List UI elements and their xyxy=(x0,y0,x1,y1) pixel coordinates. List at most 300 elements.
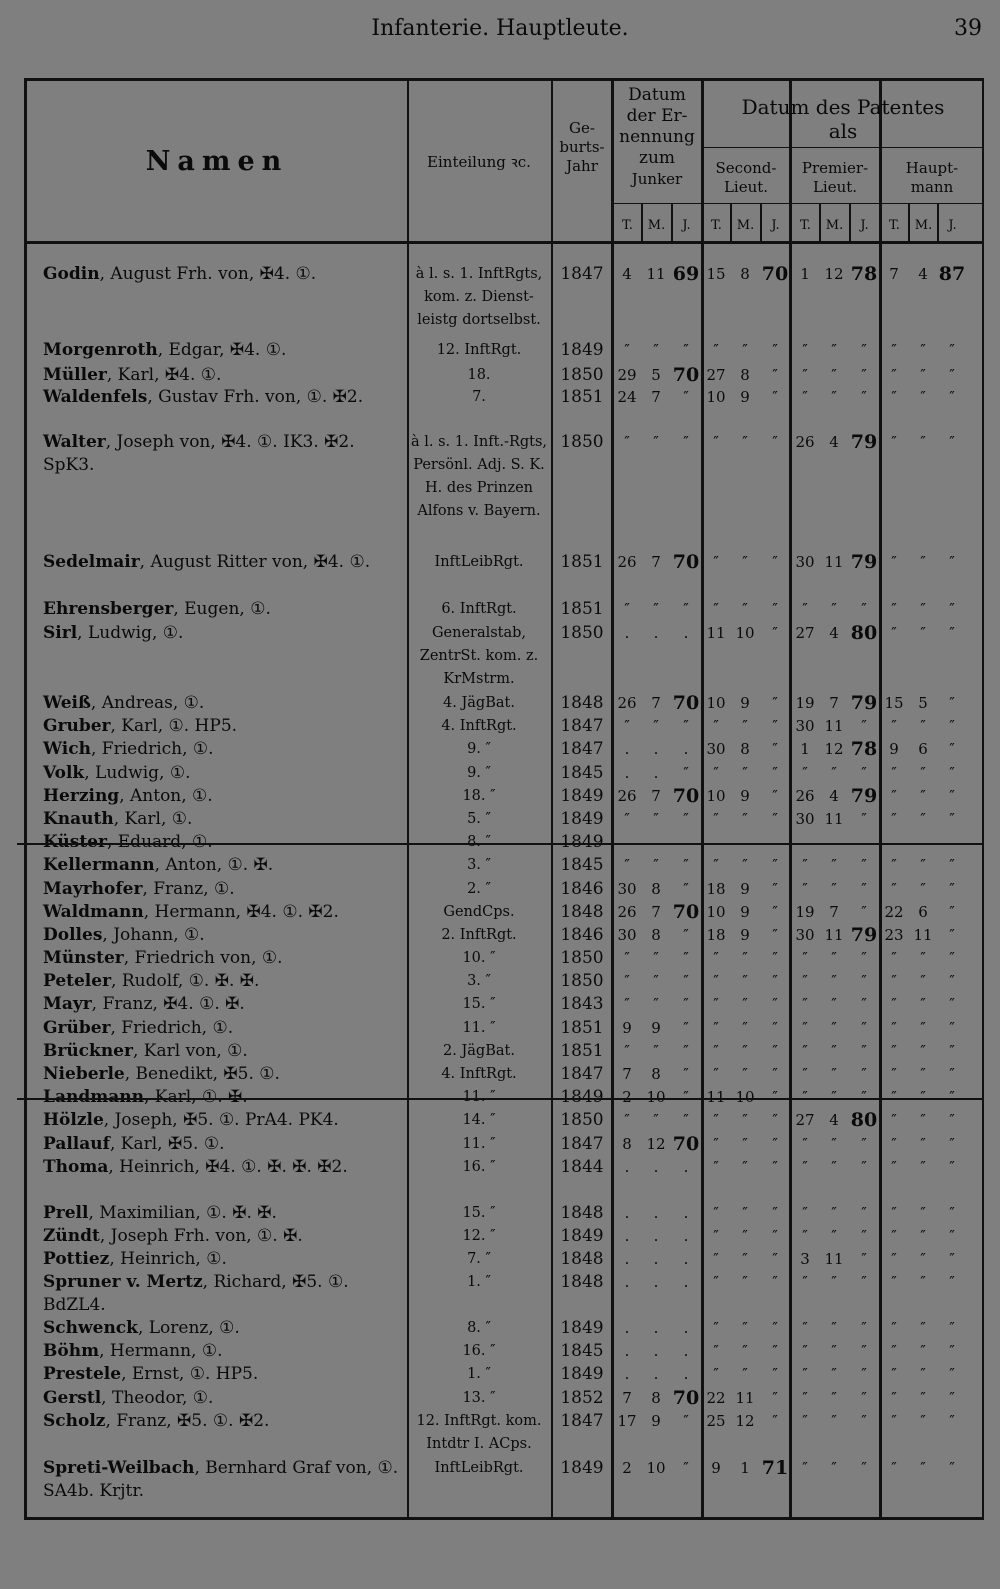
date-cell: ″ xyxy=(683,1088,689,1106)
date-cell: ″ xyxy=(861,810,867,828)
birth-year: 1845 xyxy=(560,855,604,875)
date-cell: ″ xyxy=(802,341,808,359)
date-cell: ″ xyxy=(683,972,689,990)
date-cell: ″ xyxy=(891,856,897,874)
date-cell: ″ xyxy=(624,995,630,1013)
date-cell: ″ xyxy=(949,341,955,359)
date-cell: ″ xyxy=(683,856,689,874)
date-cell: ″ xyxy=(949,1273,955,1291)
date-cell: . xyxy=(653,1273,659,1291)
birth-year: 1847 xyxy=(560,739,604,759)
date-cell: ″ xyxy=(653,810,659,828)
date-cell: ″ xyxy=(772,1065,778,1083)
date-cell: 9 xyxy=(740,880,750,898)
date-cell: ″ xyxy=(831,764,837,782)
date-cell: 30 xyxy=(795,553,815,571)
date-cell: . xyxy=(624,1342,630,1360)
assignment: 13. ″ xyxy=(462,1390,496,1406)
date-cell: 11 xyxy=(824,926,844,944)
birth-year: 1851 xyxy=(560,552,604,572)
assignment: InftLeibRgt. xyxy=(434,1460,524,1476)
assignment: 7. ″ xyxy=(467,1251,491,1267)
surname: Kellermann xyxy=(43,855,155,875)
birth-year: 1848 xyxy=(560,693,604,713)
officer-name xyxy=(43,1017,405,1040)
birth-year: 1850 xyxy=(560,432,604,452)
date-cell: ″ xyxy=(920,388,926,406)
header-text: Second- xyxy=(715,159,777,177)
date-cell: ″ xyxy=(949,1204,955,1222)
date-cell: ″ xyxy=(713,1065,719,1083)
birth-year: 1848 xyxy=(560,1203,604,1223)
date-cell: ″ xyxy=(772,1273,778,1291)
date-cell: 12 xyxy=(735,1412,755,1430)
date-cell: ″ xyxy=(861,1088,867,1106)
assignment: 8. ″ xyxy=(467,1320,491,1336)
date-cell: . xyxy=(653,764,659,782)
date-cell: . xyxy=(624,1319,630,1337)
date-cell: ″ xyxy=(891,949,897,967)
date-cell: ″ xyxy=(861,341,867,359)
date-cell: 27 xyxy=(706,366,726,384)
birth-year: 1850 xyxy=(560,1110,604,1130)
date-cell: ″ xyxy=(742,810,748,828)
surname: Wich xyxy=(43,739,91,759)
officer-name xyxy=(43,854,405,877)
date-cell: 19 xyxy=(795,903,815,921)
date-cell: ″ xyxy=(802,1342,808,1360)
given-names: , Johann, ①. xyxy=(102,925,205,945)
date-cell: ″ xyxy=(653,856,659,874)
strike-through-line xyxy=(17,1098,982,1100)
assignment: 2. ″ xyxy=(467,881,491,897)
date-cell: ″ xyxy=(891,764,897,782)
date-cell: ″ xyxy=(802,1158,808,1176)
officer-name xyxy=(43,551,405,574)
date-cell: . xyxy=(683,1204,689,1222)
date-cell: ″ xyxy=(683,995,689,1013)
date-cell: . xyxy=(683,1365,689,1383)
header-hauptmann xyxy=(881,159,983,197)
officer-name xyxy=(43,1202,405,1225)
rule-tmj xyxy=(611,203,983,204)
date-cell: ″ xyxy=(802,1389,808,1407)
officer-name xyxy=(43,762,405,785)
assignment: 7. xyxy=(472,389,486,405)
date-cell: ″ xyxy=(861,1342,867,1360)
date-cell: ″ xyxy=(949,433,955,451)
date-cell: ″ xyxy=(920,810,926,828)
date-cell: ″ xyxy=(683,949,689,967)
date-cell: ″ xyxy=(920,341,926,359)
header-einteilung: Einteilung ꝛc. xyxy=(427,153,531,171)
date-cell: ″ xyxy=(920,1365,926,1383)
date-cell: ″ xyxy=(772,1389,778,1407)
date-cell: ″ xyxy=(920,1065,926,1083)
date-cell: . xyxy=(624,1273,630,1291)
date-cell: ″ xyxy=(713,1204,719,1222)
date-cell: ″ xyxy=(891,1250,897,1268)
date-cell: ″ xyxy=(920,856,926,874)
surname: Prestele xyxy=(43,1364,122,1384)
date-cell: ″ xyxy=(683,600,689,618)
date-cell: . xyxy=(653,740,659,758)
assignment: 8. ″ xyxy=(467,834,491,850)
date-cell: ″ xyxy=(861,1158,867,1176)
date-cell: ″ xyxy=(802,972,808,990)
date-cell: . xyxy=(683,1342,689,1360)
date-cell: 2 xyxy=(622,1459,632,1477)
date-cell: ″ xyxy=(920,1459,926,1477)
date-cell: ″ xyxy=(949,1319,955,1337)
surname: Sirl xyxy=(43,623,78,643)
date-cell: 79 xyxy=(850,924,878,946)
date-cell: 5 xyxy=(651,366,661,384)
date-cell: . xyxy=(683,624,689,642)
surname: Grüber xyxy=(43,1018,111,1038)
date-cell: ″ xyxy=(772,624,778,642)
date-cell: 7 xyxy=(829,903,839,921)
date-cell: 80 xyxy=(850,1109,878,1131)
date-cell: 70 xyxy=(672,785,700,807)
date-cell: ″ xyxy=(920,366,926,384)
surname: Volk xyxy=(43,763,85,783)
date-cell: 12 xyxy=(824,740,844,758)
given-names: , Ludwig, ①. xyxy=(77,623,184,643)
header-tmj-label: M. xyxy=(647,218,666,233)
date-cell: ″ xyxy=(861,1204,867,1222)
date-cell: ″ xyxy=(920,1227,926,1245)
date-cell: ″ xyxy=(861,717,867,735)
date-cell: ″ xyxy=(742,1019,748,1037)
date-cell: ″ xyxy=(891,1065,897,1083)
date-cell: ″ xyxy=(891,1319,897,1337)
date-cell: ″ xyxy=(920,880,926,898)
officer-name xyxy=(43,808,405,831)
date-cell: ″ xyxy=(861,1250,867,1268)
header-text: mann xyxy=(910,178,954,196)
date-cell: ″ xyxy=(920,1204,926,1222)
given-names: , Ernst, ①. HP5. xyxy=(121,1364,259,1384)
birth-year: 1849 xyxy=(560,832,604,852)
header-second xyxy=(703,159,789,197)
date-cell: 80 xyxy=(850,622,878,644)
birth-year: 1849 xyxy=(560,1226,604,1246)
assignment: 12. InftRgt. xyxy=(436,342,522,358)
date-cell: . xyxy=(624,1250,630,1268)
surname: Mayrhofer xyxy=(43,879,143,899)
assignment: à l. s. 1. Inft.-Rgts, Persönl. Adj. S. K. H. des Prinzen Alfons v. Bayern. xyxy=(410,434,548,519)
header-tmj-label: J. xyxy=(682,218,691,233)
given-names: , Karl von, ①. xyxy=(132,1041,248,1061)
date-cell: 79 xyxy=(850,785,878,807)
date-cell: 9 xyxy=(651,1019,661,1037)
surname: Knauth xyxy=(43,809,114,829)
assignment: 6. InftRgt. xyxy=(441,601,517,617)
date-cell: 10 xyxy=(706,903,726,921)
given-names: , Karl, ①. xyxy=(113,809,193,829)
date-cell: ″ xyxy=(772,600,778,618)
date-cell: . xyxy=(653,1319,659,1337)
date-cell: . xyxy=(624,1227,630,1245)
officer-name xyxy=(43,364,405,387)
date-cell: ″ xyxy=(891,1088,897,1106)
assignment: 3. ″ xyxy=(467,857,491,873)
officer-name xyxy=(43,1063,405,1086)
date-cell: ″ xyxy=(861,903,867,921)
date-cell: ″ xyxy=(742,764,748,782)
date-cell: ″ xyxy=(831,1273,837,1291)
date-cell: 11 xyxy=(824,1250,844,1268)
birth-year: 1851 xyxy=(560,387,604,407)
date-cell: ″ xyxy=(920,1342,926,1360)
date-cell: 8 xyxy=(622,1135,632,1153)
date-cell: 70 xyxy=(761,263,789,285)
date-cell: ″ xyxy=(949,1389,955,1407)
surname: Landmann xyxy=(43,1087,144,1107)
date-cell: ″ xyxy=(831,1019,837,1037)
officer-name xyxy=(43,263,405,286)
birth-year: 1847 xyxy=(560,716,604,736)
date-cell: ″ xyxy=(949,388,955,406)
date-cell: . xyxy=(683,740,689,758)
date-cell: 8 xyxy=(740,740,750,758)
date-cell: ″ xyxy=(802,1319,808,1337)
date-cell: ″ xyxy=(742,949,748,967)
header-tmj-label: M. xyxy=(736,218,755,233)
date-cell: ″ xyxy=(802,1135,808,1153)
given-names: , Joseph Frh. von, ①. ✠. xyxy=(99,1226,303,1246)
date-cell: ″ xyxy=(713,1158,719,1176)
date-cell: ″ xyxy=(742,600,748,618)
date-cell: 12 xyxy=(646,1135,666,1153)
officer-name xyxy=(43,1156,405,1179)
date-cell: ″ xyxy=(920,624,926,642)
date-cell: ″ xyxy=(624,341,630,359)
officer-name xyxy=(43,1271,405,1317)
date-cell: ″ xyxy=(861,1135,867,1153)
date-cell: ″ xyxy=(949,1250,955,1268)
birth-year: 1849 xyxy=(560,1087,604,1107)
date-cell: ″ xyxy=(742,433,748,451)
date-cell: ″ xyxy=(772,972,778,990)
date-cell: ″ xyxy=(831,341,837,359)
birth-year: 1843 xyxy=(560,994,604,1014)
date-cell: ″ xyxy=(831,1227,837,1245)
date-cell: ″ xyxy=(920,553,926,571)
birth-year: 1847 xyxy=(560,1411,604,1431)
date-cell: ″ xyxy=(920,1319,926,1337)
date-cell: ″ xyxy=(831,1065,837,1083)
date-cell: ″ xyxy=(772,433,778,451)
date-cell: ″ xyxy=(949,600,955,618)
date-cell: ″ xyxy=(742,1273,748,1291)
date-cell: ″ xyxy=(624,1111,630,1129)
date-cell: ″ xyxy=(713,1227,719,1245)
date-cell: ″ xyxy=(713,856,719,874)
date-cell: 30 xyxy=(795,926,815,944)
date-cell: 70 xyxy=(672,364,700,386)
date-cell: ″ xyxy=(653,433,659,451)
date-cell: ″ xyxy=(772,388,778,406)
date-cell: . xyxy=(653,1158,659,1176)
date-cell: ″ xyxy=(772,1088,778,1106)
assignment: 2. JägBat. xyxy=(443,1043,515,1059)
date-cell: ″ xyxy=(713,972,719,990)
date-cell: ″ xyxy=(949,1227,955,1245)
date-cell: ″ xyxy=(653,949,659,967)
date-cell: 30 xyxy=(617,926,637,944)
birth-year: 1849 xyxy=(560,1318,604,1338)
date-cell: ″ xyxy=(920,949,926,967)
date-cell: ″ xyxy=(949,764,955,782)
date-cell: 1 xyxy=(800,740,810,758)
date-cell: 9 xyxy=(651,1412,661,1430)
date-cell: 19 xyxy=(795,694,815,712)
assignment: 11. ″ xyxy=(462,1136,496,1152)
date-cell: ″ xyxy=(920,717,926,735)
date-cell: ″ xyxy=(891,972,897,990)
date-cell: ″ xyxy=(891,787,897,805)
assignment: 14. ″ xyxy=(462,1112,496,1128)
date-cell: ″ xyxy=(861,856,867,874)
date-cell: 24 xyxy=(617,388,637,406)
date-cell: ″ xyxy=(772,1250,778,1268)
date-cell: ″ xyxy=(683,717,689,735)
date-cell: 26 xyxy=(617,553,637,571)
date-cell: ″ xyxy=(891,1389,897,1407)
date-cell: ″ xyxy=(772,341,778,359)
date-cell: 9 xyxy=(711,1459,721,1477)
assignment: 10. ″ xyxy=(462,950,496,966)
surname: Herzing xyxy=(43,786,120,806)
birth-year: 1849 xyxy=(560,340,604,360)
date-cell: ″ xyxy=(742,1319,748,1337)
given-names: , Anton, ①. xyxy=(119,786,213,806)
date-cell: ″ xyxy=(861,949,867,967)
assignment: 12. InftRgt. kom. Intdtr I. ACps. xyxy=(416,1413,542,1452)
assignment: 11. ″ xyxy=(462,1020,496,1036)
date-cell: ″ xyxy=(861,1065,867,1083)
date-cell: 30 xyxy=(706,740,726,758)
date-cell: 25 xyxy=(706,1412,726,1430)
date-cell: ″ xyxy=(831,388,837,406)
date-cell: ″ xyxy=(772,1342,778,1360)
date-cell: ″ xyxy=(772,926,778,944)
surname: Pallauf xyxy=(43,1134,110,1154)
date-cell: 70 xyxy=(672,1133,700,1155)
assignment: 3. ″ xyxy=(467,973,491,989)
date-cell: ″ xyxy=(949,1365,955,1383)
date-cell: 12 xyxy=(824,265,844,283)
assignment: 4. InftRgt. xyxy=(441,718,517,734)
date-cell: ″ xyxy=(831,1088,837,1106)
officer-name xyxy=(43,993,405,1016)
date-cell: ″ xyxy=(653,995,659,1013)
date-cell: ″ xyxy=(949,972,955,990)
date-cell: ″ xyxy=(742,553,748,571)
date-cell: ″ xyxy=(891,1135,897,1153)
date-cell: ″ xyxy=(683,1459,689,1477)
date-cell: ″ xyxy=(713,949,719,967)
date-cell: 15 xyxy=(884,694,904,712)
header-text: Datum xyxy=(628,85,686,105)
birth-year: 1847 xyxy=(560,1134,604,1154)
date-cell: ″ xyxy=(861,1042,867,1060)
date-cell: ″ xyxy=(949,903,955,921)
date-cell: ″ xyxy=(861,1319,867,1337)
date-cell: 22 xyxy=(884,903,904,921)
date-cell: ″ xyxy=(772,1204,778,1222)
surname: Nieberle xyxy=(43,1064,125,1084)
date-cell: ″ xyxy=(891,1342,897,1360)
date-cell: ″ xyxy=(713,1365,719,1383)
date-cell: ″ xyxy=(802,764,808,782)
date-cell: ″ xyxy=(920,1273,926,1291)
date-cell: 1 xyxy=(800,265,810,283)
date-cell: ″ xyxy=(949,856,955,874)
date-cell: ″ xyxy=(949,926,955,944)
date-cell: ″ xyxy=(920,1389,926,1407)
date-cell: 7 xyxy=(651,694,661,712)
date-cell: 9 xyxy=(740,694,750,712)
date-cell: ″ xyxy=(713,1319,719,1337)
officer-name xyxy=(43,622,405,645)
date-cell: ″ xyxy=(772,810,778,828)
birth-year: 1851 xyxy=(560,1018,604,1038)
running-title: Infanterie. Hauptleute. xyxy=(371,16,629,41)
given-names: , Ludwig, ①. xyxy=(84,763,191,783)
date-cell: ″ xyxy=(831,366,837,384)
header-text: nennung xyxy=(619,127,695,147)
given-names: , Eduard, ①. xyxy=(106,832,213,852)
header-text: Haupt- xyxy=(905,159,959,177)
date-cell: ″ xyxy=(653,717,659,735)
date-cell: ″ xyxy=(713,433,719,451)
date-cell: . xyxy=(683,1319,689,1337)
date-cell: 9 xyxy=(740,787,750,805)
date-cell: 9 xyxy=(740,388,750,406)
date-cell: ″ xyxy=(802,366,808,384)
date-cell: ″ xyxy=(949,1135,955,1153)
surname: Waldmann xyxy=(43,902,144,922)
birth-year: 1847 xyxy=(560,1064,604,1084)
header-tmj-label: J. xyxy=(771,218,780,233)
officer-name xyxy=(43,785,405,808)
date-cell: ″ xyxy=(802,600,808,618)
date-cell: ″ xyxy=(831,1158,837,1176)
date-cell: 11 xyxy=(706,624,726,642)
date-cell: . xyxy=(653,1342,659,1360)
date-cell: 87 xyxy=(938,263,966,285)
date-cell: ″ xyxy=(802,1204,808,1222)
date-cell: ″ xyxy=(772,903,778,921)
surname: Ehrensberger xyxy=(43,599,174,619)
date-cell: ″ xyxy=(653,972,659,990)
assignment: 9. ″ xyxy=(467,765,491,781)
surname: Waldenfels xyxy=(43,387,148,407)
date-cell: ″ xyxy=(831,1204,837,1222)
given-names: , August Ritter von, ✠4. ①. xyxy=(139,552,371,572)
date-cell: ″ xyxy=(861,1273,867,1291)
officer-name xyxy=(43,1410,405,1433)
date-cell: ″ xyxy=(891,1158,897,1176)
date-cell: 17 xyxy=(617,1412,637,1430)
date-cell: ″ xyxy=(920,1088,926,1106)
assignment: 18. xyxy=(467,367,491,383)
header-tmj-label: T. xyxy=(622,218,633,233)
date-cell: ″ xyxy=(802,1088,808,1106)
